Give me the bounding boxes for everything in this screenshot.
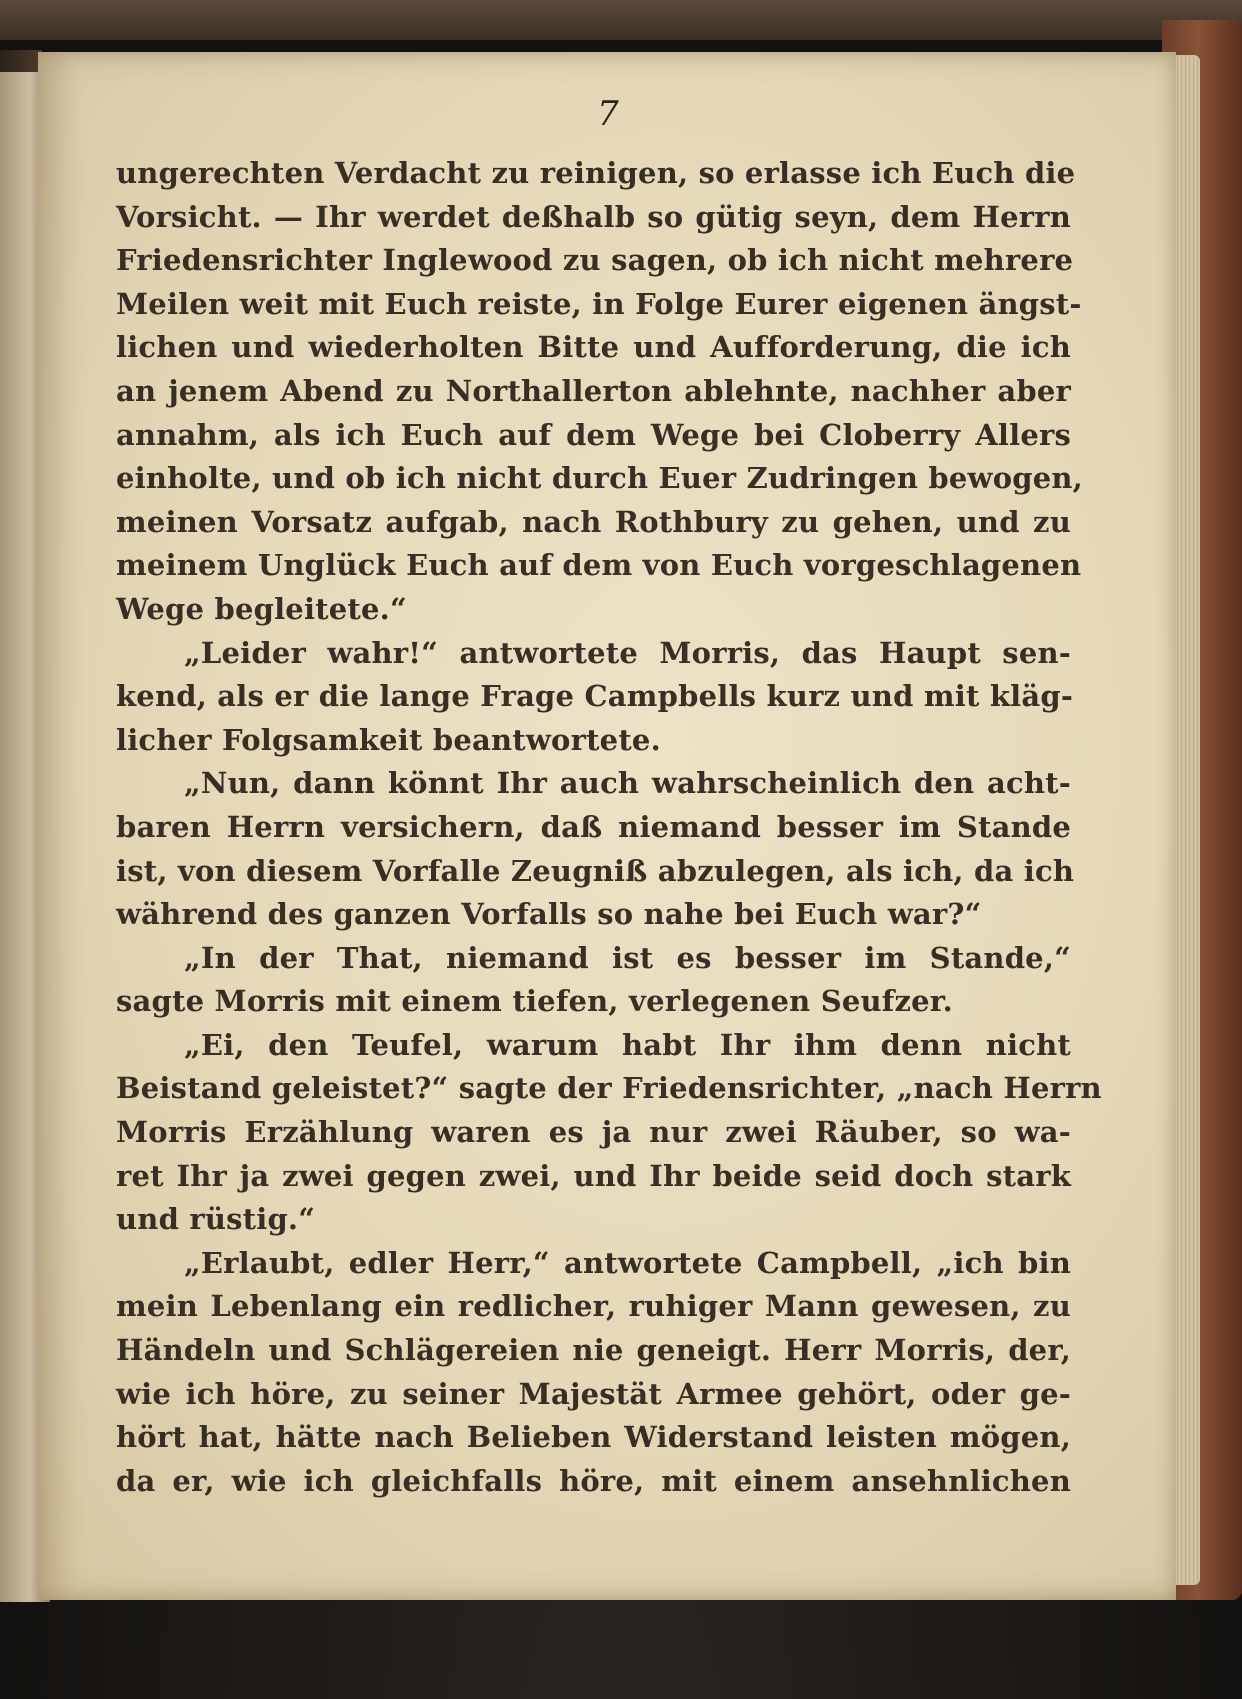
- text-line: „Nun, dann könnt Ihr auch wahrscheinlich den acht-: [184, 766, 1071, 801]
- text-line: Händeln und Schlägereien nie geneigt. Herr Morris, der,: [116, 1333, 1071, 1368]
- page-text: [116, 152, 1102, 1503]
- text-line: hört hat, hätte nach Belieben Widerstand leisten mögen,: [116, 1420, 1071, 1455]
- text-line: „Erlaubt, edler Herr,“ antwortete Campbell, „ich bin: [184, 1245, 1071, 1280]
- text-line: baren Herrn versichern, daß niemand besser im Stande: [116, 809, 1071, 844]
- text-line: „Ei, den Teufel, warum habt Ihr ihm denn nicht: [184, 1027, 1071, 1062]
- text-line: meinem Unglück Euch auf dem von Euch vorgeschlagenen: [116, 548, 1082, 583]
- text-line: da er, wie ich gleichfalls höre, mit einem ansehnlichen: [116, 1463, 1071, 1498]
- text-line: an jenem Abend zu Northallerton ablehnte, nachher aber: [116, 373, 1071, 408]
- text-line: kend, als er die lange Frage Campbells kurz und mit kläg-: [116, 679, 1074, 714]
- book-cover-top: [0, 0, 1242, 40]
- text-line: einholte, und ob ich nicht durch Euer Zudringen bewogen,: [116, 461, 1083, 496]
- text-line: Beistand geleistet?“ sagte der Friedensrichter, „nach Herrn: [116, 1071, 1102, 1106]
- text-line: ist, von diesem Vorfalle Zeugniß abzulegen, als ich, da ich: [116, 853, 1075, 888]
- text-line: „Leider wahr!“ antwortete Morris, das Haupt sen-: [184, 635, 1071, 670]
- text-line: mein Lebenlang ein redlicher, ruhiger Mann gewesen, zu: [116, 1289, 1071, 1324]
- text-line: meinen Vorsatz aufgab, nach Rothbury zu gehen, und zu: [116, 504, 1071, 539]
- text-line: sagte Morris mit einem tiefen, verlegenen Seufzer.: [116, 984, 953, 1019]
- text-line: während des ganzen Vorfalls so nahe bei Euch war?“: [116, 897, 982, 932]
- text-line: lichen und wiederholten Bitte und Aufforderung, die ich: [116, 330, 1071, 365]
- text-line: Wege begleitete.“: [116, 591, 407, 626]
- text-line: Vorsicht. — Ihr werdet deßhalb so gütig seyn, dem Herrn: [116, 199, 1071, 234]
- page-number: 7: [597, 94, 619, 134]
- text-line: „In der That, niemand ist es besser im Stande,“: [184, 940, 1071, 975]
- text-line: Morris Erzählung waren es ja nur zwei Räuber, so wa-: [116, 1115, 1071, 1150]
- text-line: ungerechten Verdacht zu reinigen, so erlasse ich Euch die: [116, 156, 1076, 190]
- text-line: Friedensrichter Inglewood zu sagen, ob ich nicht mehrere: [116, 243, 1074, 278]
- text-line: und rüstig.“: [116, 1202, 316, 1237]
- text-line: wie ich höre, zu seiner Majestät Armee gehört, oder ge-: [116, 1376, 1071, 1411]
- book-page: [38, 52, 1176, 1600]
- text-line: ret Ihr ja zwei gegen zwei, und Ihr beide seid doch stark: [116, 1158, 1071, 1193]
- text-line: Meilen weit mit Euch reiste, in Folge Eurer eigenen ängst-: [116, 286, 1082, 321]
- text-line: licher Folgsamkeit beantwortete.: [116, 722, 661, 757]
- text-line: annahm, als ich Euch auf dem Wege bei Cloberry Allers: [116, 417, 1071, 452]
